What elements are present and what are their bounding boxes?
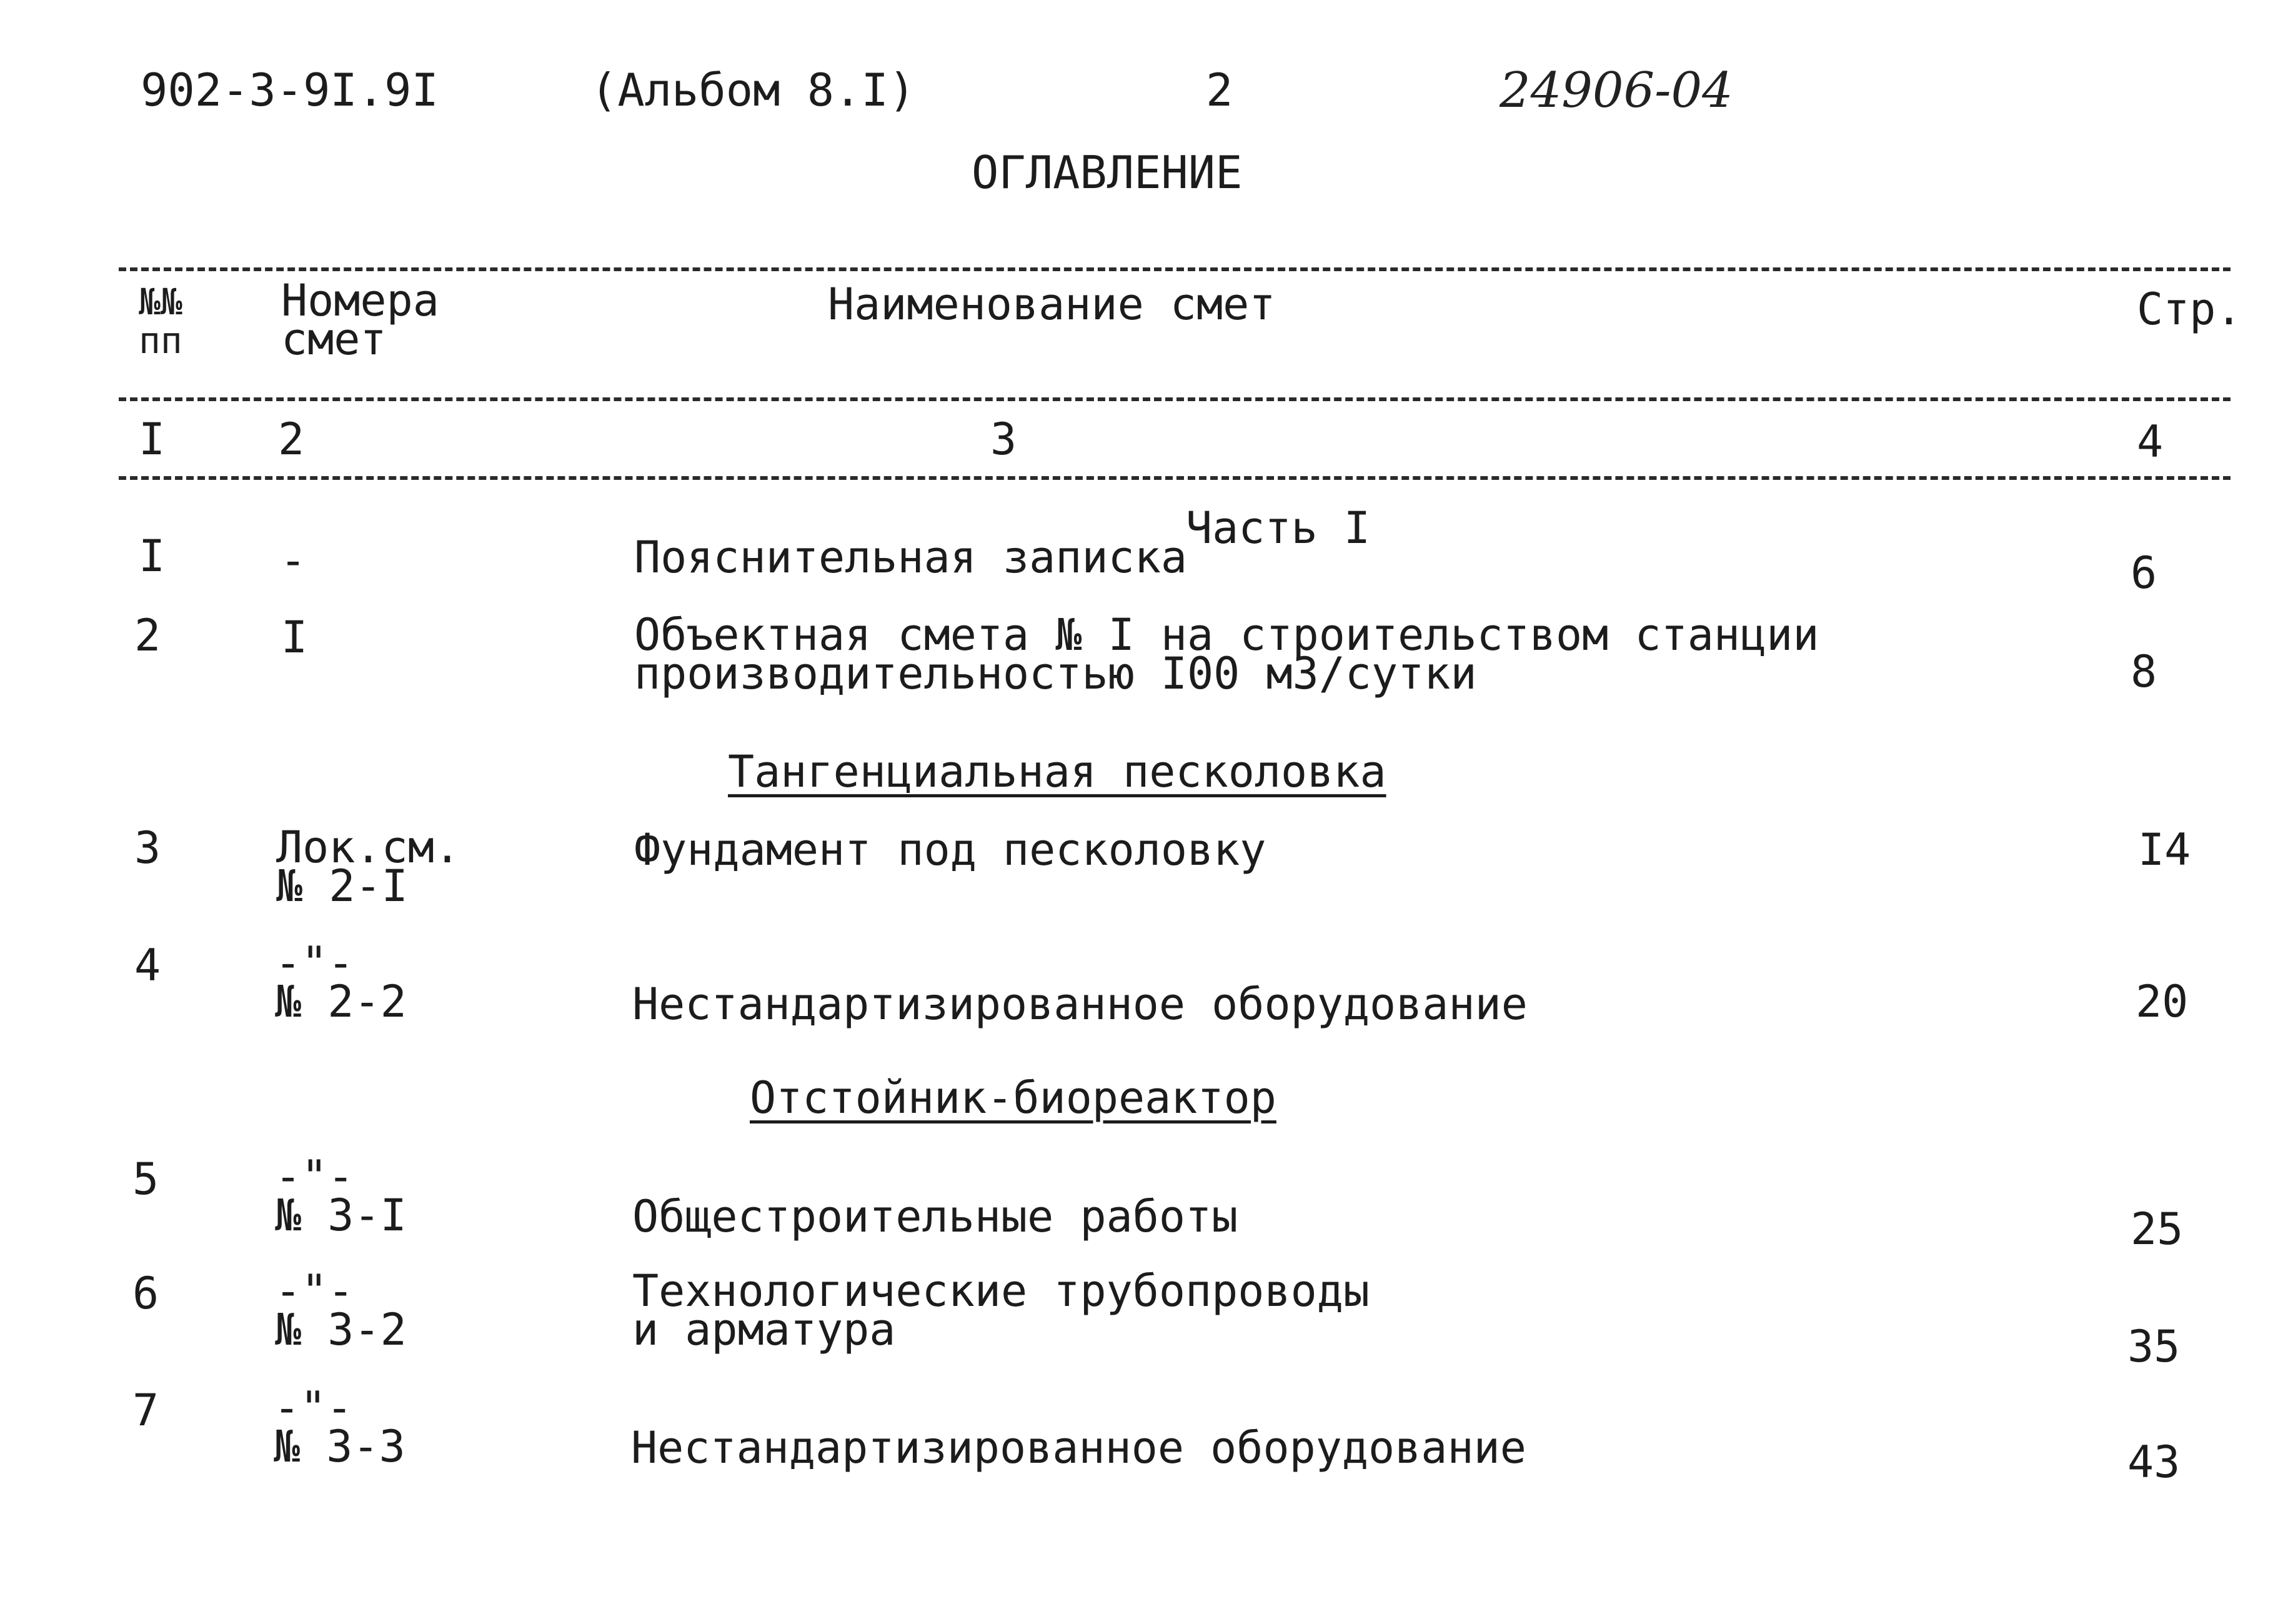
row-7-estimate-line1: -"- [274, 1382, 353, 1433]
column-header-num [139, 282, 182, 360]
column-header-estimate-line2: смет [281, 314, 387, 365]
row-2-name-line2: производительностью I00 м3/сутки [634, 648, 1477, 699]
row-1-name: Пояснительная записка [634, 532, 1188, 583]
row-3-estimate [276, 822, 461, 912]
row-7-estimate-line2: № 3-3 [274, 1421, 405, 1472]
row-5-num: 5 [132, 1153, 159, 1205]
row-7-num: 7 [132, 1385, 159, 1436]
row-5-estimate-line1: -"- [275, 1151, 354, 1202]
row-5-page: 25 [2131, 1203, 2184, 1255]
row-4-page: 20 [2136, 976, 2189, 1027]
row-7-name: Нестандартизированное оборудование [631, 1422, 1526, 1473]
row-3-estimate-line2: № 2-I [276, 860, 408, 912]
row-4-num: 4 [134, 940, 161, 991]
row-2-name-line1: Объектная смета № I на строительством станции [634, 609, 1819, 660]
row-5-estimate-line2: № 3-I [275, 1190, 407, 1241]
section-heading-settler: Отстойник-биореактор [750, 1072, 1276, 1123]
row-6-estimate [275, 1265, 407, 1355]
column-index-2: 2 [278, 414, 305, 465]
row-6-name [632, 1265, 1370, 1355]
row-3-page: I4 [2138, 824, 2191, 875]
row-1-estimate: - [280, 535, 307, 586]
row-1-num: I [139, 531, 166, 582]
row-2-estimate: I [281, 612, 308, 663]
row-3-estimate-line1: Лок.см. [276, 822, 461, 873]
column-header-estimate-line1: Номера [281, 275, 439, 326]
column-header-estimate-numbers [281, 275, 439, 365]
page-title: ОГЛАВЛЕНИЕ [972, 146, 1243, 199]
row-7-page: 43 [2127, 1437, 2181, 1488]
album-label: (Альбом 8.I) [590, 64, 916, 116]
row-6-name-line1: Технологические трубопроводы [632, 1265, 1370, 1317]
column-header-page: Стр. [2137, 284, 2242, 335]
row-3-name: Фундамент под песколовку [634, 824, 1266, 875]
handwritten-number: 24906-04 [1500, 62, 1733, 119]
row-2-page: 8 [2131, 646, 2157, 697]
table-top-rule [119, 267, 2231, 271]
row-6-num: 6 [132, 1268, 159, 1319]
row-4-estimate-line1: -"- [275, 937, 354, 989]
column-index-3: 3 [990, 414, 1017, 465]
row-6-name-line2: и арматура [632, 1304, 896, 1355]
column-header-name: Наименование смет [828, 279, 1276, 330]
column-header-num-line2: пп [139, 319, 182, 362]
row-4-estimate-line2: № 2-2 [275, 976, 407, 1027]
row-7-estimate [274, 1382, 405, 1472]
row-4-name: Нестандартизированное оборудование [632, 979, 1528, 1030]
row-2-num: 2 [134, 610, 161, 661]
index-rule [119, 476, 2231, 480]
row-5-estimate [275, 1151, 407, 1241]
row-6-page: 35 [2127, 1321, 2181, 1372]
row-1-page: 6 [2131, 547, 2157, 599]
column-index-4: 4 [2137, 416, 2164, 467]
document-code: 902-3-9I.9I [141, 64, 439, 116]
row-5-name: Общестроительные работы [632, 1191, 1238, 1242]
part-label: Часть I [1186, 502, 1371, 554]
header-rule [119, 397, 2231, 401]
row-4-estimate [275, 937, 407, 1027]
section-heading-sandtrap: Тангенциальная песколовка [728, 746, 1386, 797]
column-header-num-line1: №№ [139, 281, 182, 323]
page-number: 2 [1206, 64, 1233, 116]
row-6-estimate-line2: № 3-2 [275, 1304, 407, 1355]
row-6-estimate-line1: -"- [275, 1265, 354, 1317]
row-3-num: 3 [134, 822, 161, 874]
row-2-name [634, 609, 1819, 699]
column-index-1: I [139, 414, 166, 465]
